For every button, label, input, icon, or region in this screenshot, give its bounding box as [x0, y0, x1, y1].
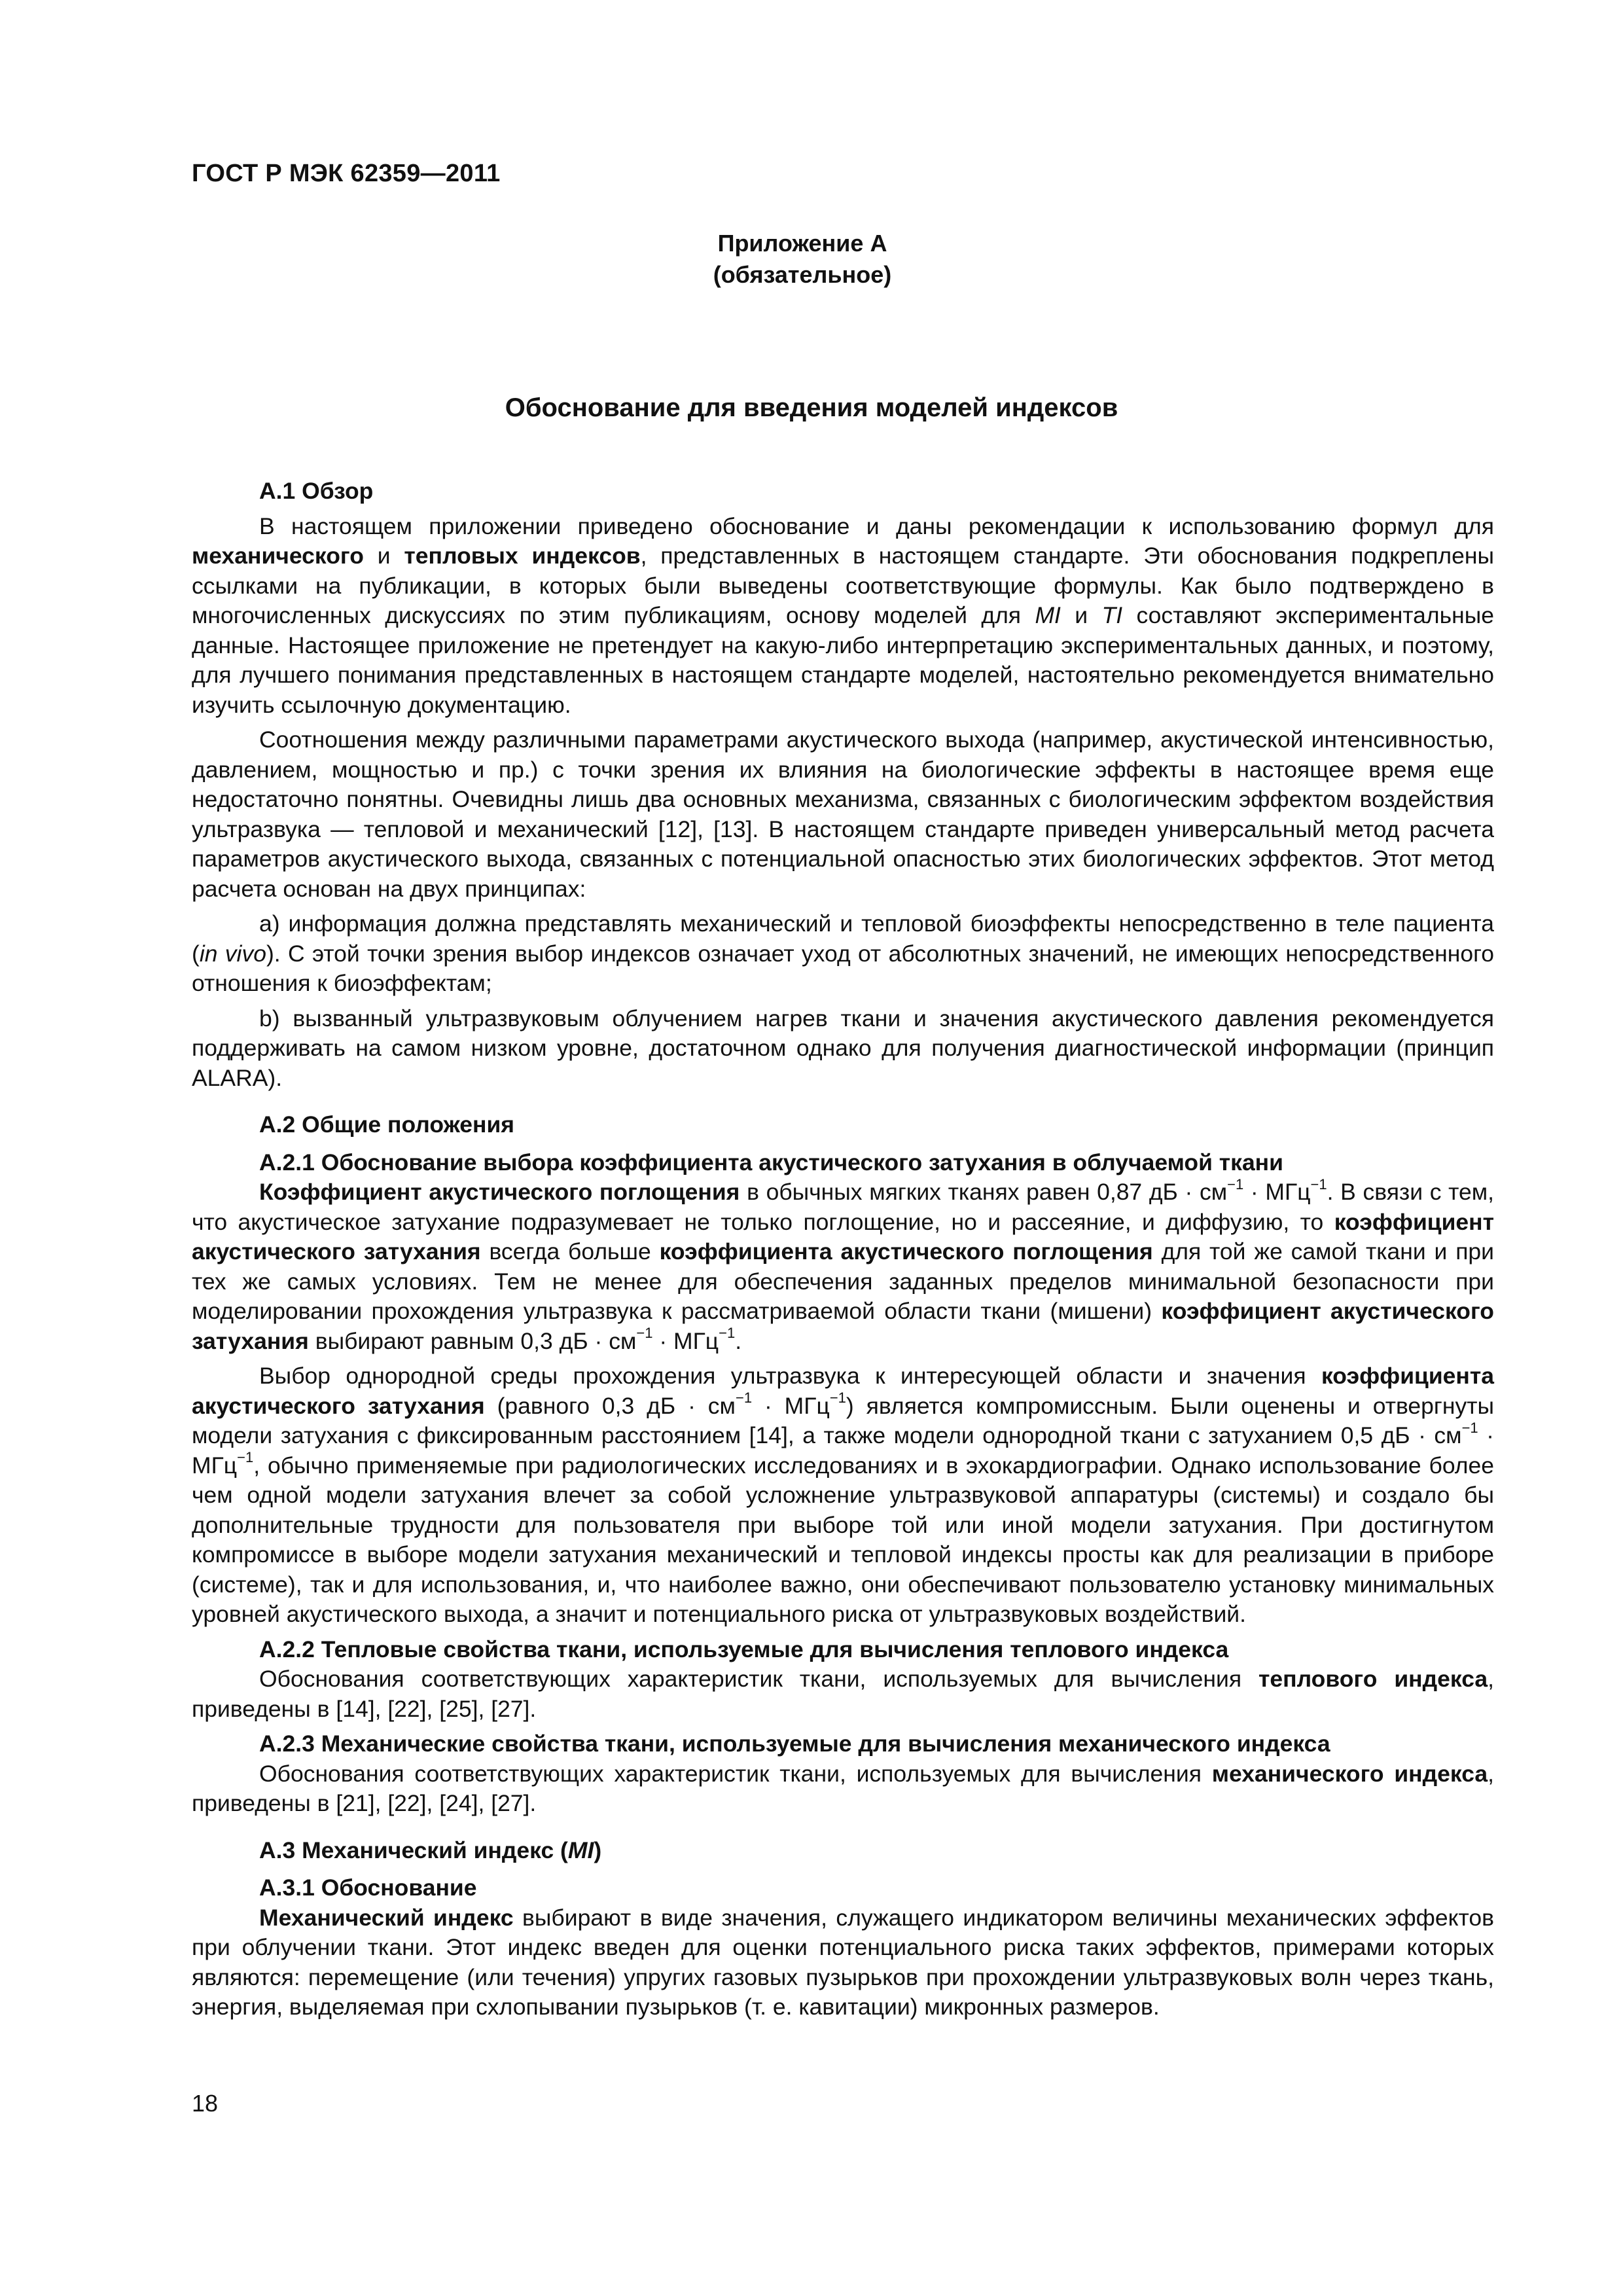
section-heading-a31: А.3.1 Обоснование	[259, 1874, 477, 1901]
section-heading-a22: А.2.2 Тепловые свойства ткани, используемые для вычисления теплового индекса	[259, 1636, 1229, 1662]
annex-status: (обязательное)	[713, 261, 892, 288]
paragraph: Обоснования соответствующих характеристик ткани, используемых для вычисления механического индекса, приведены в [21], [22], [24], [27].	[192, 1760, 1495, 1816]
list-item: a) информация должна представлять механический и тепловой биоэффекты непосредственно в теле пациента (in vivo). С этой точки зрения выбор индексов означает уход от абсолютных значений, не имеющих непосредственного отношения к биоэффектам;	[192, 910, 1494, 996]
main-title: Обоснование для введения моделей индексов	[505, 393, 1118, 422]
section-heading-a3: А.3 Механический индекс (MI)	[259, 1837, 602, 1863]
paragraph: Обоснования соответствующих характеристик ткани, используемых для вычисления теплового индекса, приведены в [14], [22], [25], [27].	[192, 1666, 1494, 1722]
paragraph: Механический индекс выбирают в виде значения, служащего индикатором величины механических эффектов при облучении ткани. Этот индекс введен для оценки потенциального риска таких эффектов, примерами которых являются: перемещение (или течения) упругих газовых пузырьков при прохождении ультразвуковых волн через ткань, энергия, выделяемая при схлопывании пузырьков (т. е. кавитации) микронных размеров.	[192, 1904, 1494, 2020]
page-number: 18	[192, 2090, 219, 2117]
paragraph: Соотношения между различными параметрами акустического выхода (например, акустической интенсивностью, давлением, мощностью и пр.) с точки зрения их влияния на биологические эффекты в настоящее время еще недостаточно понятны. Очевидны лишь два основных механизма, связанных с биологическим эффектом воздействия ультразвука — тепловой и механический [12], [13]. В настоящем стандарте приведен универсальный метод расчета параметров акустического выхода, связанных с потенциальной опасностью этих биологических эффектов. Этот метод расчета основан на двух принципах:	[192, 726, 1494, 902]
section-heading-a1: А.1 Обзор	[259, 478, 374, 504]
paragraph: Коэффициент акустического поглощения в обычных мягких тканях равен 0,87 дБ · $см^{-1} \cdot МГц^{-1}$. В связи с тем, что акустическое затухание подразумевает не только поглощение, но и рассеяние, и диффузию, то коэффициент акустического затухания всегда больше коэффициента акустического поглощения для той же самой ткани и при тех же самых условиях. Тем не менее для обеспечения заданных пределов минимальной безопасности при моделировании прохождения ультразвука к рассматриваемой области ткани (мишени) коэффициент акустического затухания выбирают равным 0,3 дБ · $см^{-1} \cdot МГц^{-1}$.	[192, 1175, 1494, 1354]
section-heading-a2: А.2 Общие положения	[259, 1111, 514, 1138]
paragraph: Выбор однородной среды прохождения ультразвука к интересующей области и значения коэффициента акустического затухания (равного 0,3 дБ · $см^{-1} \cdot МГц^{-1}$) является компромиссным. Были оценены и отвергнуты модели затухания с фиксированным расстоянием [14], а также модели однородной ткани с затуханием 0,5 дБ · $см^{-1} \cdot МГц^{-1}$, обычно применяемые при радиологических исследованиях и в эхокардиографии. Однако использование более чем одной модели затухания влечет за собой усложнение ультразвуковой аппаратуры (системы) и создало бы дополнительные трудности для пользователя при выборе той или иной модели затухания. При достигнутом компромиссе в выборе модели затухания механический и тепловой индексы просты как для реализации в приборе (системе), так и для использования, и, что наиболее важно, они обеспечивают пользователю установку минимальных уровней акустического выхода, а значит и потенциального риска от ультразвуковых воздействий.	[192, 1363, 1494, 1627]
section-heading-a23: А.2.3 Механические свойства ткани, используемые для вычисления механического индекса	[259, 1731, 1330, 1757]
annex-title: Приложение А	[717, 230, 887, 257]
paragraph: В настоящем приложении приведено обоснование и даны рекомендации к использованию формул для механического и тепловых индексов, представленных в настоящем стандарте. Эти обоснования подкреплены ссылками на публикации, в которых были выведены соответствующие формулы. Как было подтверждено в многочисленных дискуссиях по этим публикациям, основу моделей для MI и TI составляют экспериментальные данные. Настоящее приложение не претендует на какую-либо интерпретацию экспериментальных данных, и поэтому, для лучшего понимания представленных в настоящем стандарте моделей, настоятельно рекомендуется внимательно изучить ссылочную документацию.	[192, 512, 1495, 718]
annex-heading	[0, 228, 1623, 291]
section-heading-a21: А.2.1 Обоснование выбора коэффициента акустического затухания в облучаемой ткани	[259, 1149, 1283, 1175]
document-body	[192, 476, 1494, 2022]
list-item: b) вызванный ультразвуковым облучением нагрев ткани и значения акустического давления рекомендуется поддерживать на самом низком уровне, достаточном однако для получения диагностической информации (принцип ALARA).	[192, 1005, 1494, 1091]
standard-header: ГОСТ Р МЭК 62359—2011	[192, 160, 501, 187]
